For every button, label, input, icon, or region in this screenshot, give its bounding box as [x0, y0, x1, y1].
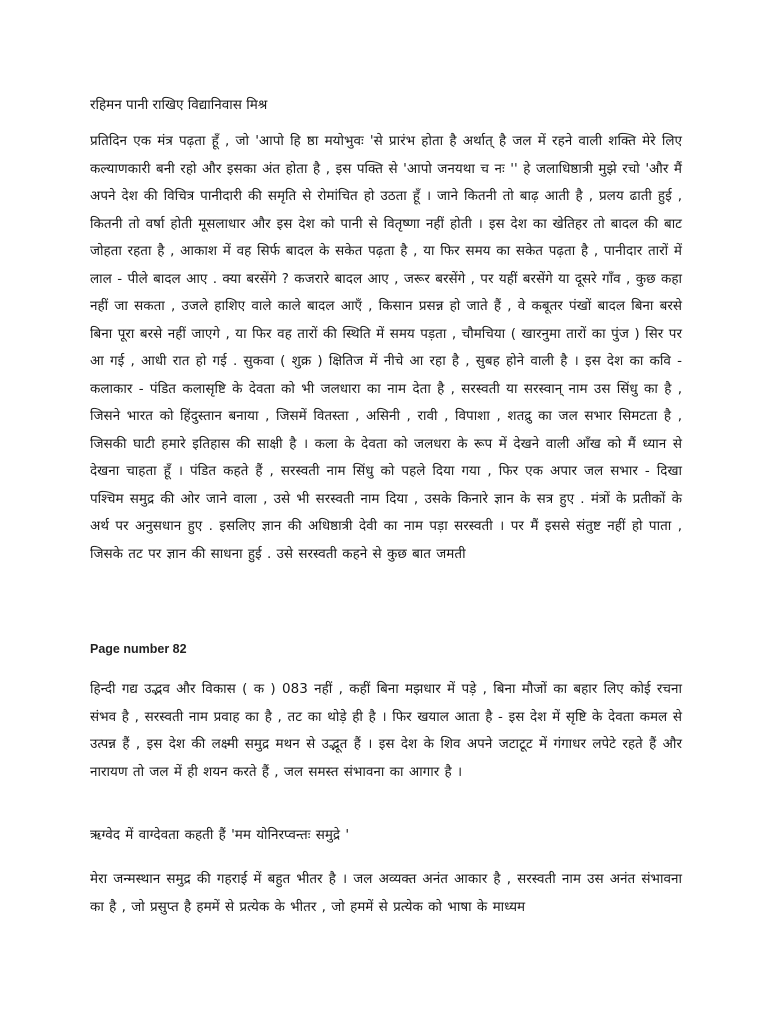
paragraph-3: ऋग्वेद में वाग्देवता कहती हैं 'मम योनिरप्वन्तः समुद्रे ' — [90, 827, 350, 843]
document-title: रहिमन पानी राखिए विद्यानिवास मिश्र — [90, 97, 268, 113]
paragraph-2: हिन्दी गद्य उद्भव और विकास ( क ) 083 नहीं , कहीं बिना मझधार में पड़े , बिना मौजों का बहार लिए कोई रचना संभव है , सरस्वती नाम प्रवाह का है , तट का थोड़े ही है । फिर खयाल आता है - इस देश में सृष्टि के देवता कमल से उत्पन्न हैं , इस देश की लक्ष्मी समुद्र मथन से उद्भूत हैं । इस देश के शिव अपने जटाटूट में गंगाधर लपेटे रहते हैं और नारायण तो जल में ही शयन करते हैं , जल समस्त संभावना का आगार है । — [90, 681, 682, 780]
page-number: Page number 82 — [90, 642, 187, 656]
paragraph-1: प्रतिदिन एक मंत्र पढ़ता हूँ , जो 'आपो हि ष्ठा मयोभुवः 'से प्रारंभ होता है अर्थात् है जल में रहने वाली शक्ति मेरे लिए कल्याणकारी बनी रहो और इसका अंत होता है , इस पक्ति से 'आपो जनयथा च नः '' हे जलाधिष्ठात्री मुझे रचो 'और मैं अपने देश की विचित्र पानीदारी की समृति से रोमांचित हो उठता हूँ । जाने कितनी तो बाढ़ आती है , प्रलय ढाती हुई , कितनी तो वर्षा होती मूसलाधार और इस देश को पानी से वितृष्णा नहीं होती । इस देश का खेतिहर तो बादल की बाट जोहता रहता है , आकाश में वह सिर्फ बादल के सकेत पढ़ता है , या फिर समय का सकेत पढ़ता है , पानीदार तारों में लाल - पीले बादल आए . क्या बरसेंगे ? कजरारे बादल आए , जरूर बरसेंगे , पर यहीं बरसेंगे या दूसरे गाँव , कुछ कहा नहीं जा सकता , उजले हाशिए वाले काले बादल आएँ , किसान प्रसन्न हो जाते हैं , वे कबूतर पंखों बादल बिना बरसे बिना पूरा बरसे नहीं जाएगे , या फिर वह तारों की स्थिति में समय पड़ता , चौमचिया ( खारनुमा तारों का पुंज ) सिर पर आ गई , आधी रात हो गई . सुकवा ( शुक्र ) क्षितिज में नीचे आ रहा है , सुबह होने वाली है । इस देश का कवि - कलाकार - पंडित कलासृष्टि के देवता को भी जलधारा का नाम देता है , सरस्वती या सरस्वान् नाम उस सिंधु का है , जिसने भारत को हिंदुस्तान बनाया , जिसमें वितस्ता , असिनी , रावी , विपाशा , शतद्रु का जल सभार सिमटता है , जिसकी घाटी हमारे इतिहास की साक्षी है । कला के देवता को जलधरा के रूप में देखने वाली आँख को मैं ध्यान से देखना चाहता हूँ । पंडित कहते हैं , सरस्वती नाम सिंधु को पहले दिया गया , फिर एक अपार जल सभार - दिखा पश्चिम समुद्र की ओर जाने वाला , उसे भी सरस्वती नाम दिया , उसके किनारे ज्ञान के सत्र हुए . मंत्रों के प्रतीकों के अर्थ पर अनुसधान हुए . इसलिए ज्ञान की अधिष्ठात्री देवी का नाम पड़ा सरस्वती । पर मैं इससे संतुष्ट नहीं हो पाता , जिसके तट पर ज्ञान की साधना हुई . उसे सरस्वती कहने से कुछ बात जमती — [90, 133, 682, 562]
paragraph-4: मेरा जन्मस्थान समुद्र की गहराई में बहुत भीतर है । जल अव्यक्त अनंत आकार है , सरस्वती नाम उस अनंत संभावना का है , जो प्रसुप्त है हममें से प्रत्येक के भीतर , जो हममें से प्रत्येक को भाषा के माध्यम — [90, 871, 682, 915]
